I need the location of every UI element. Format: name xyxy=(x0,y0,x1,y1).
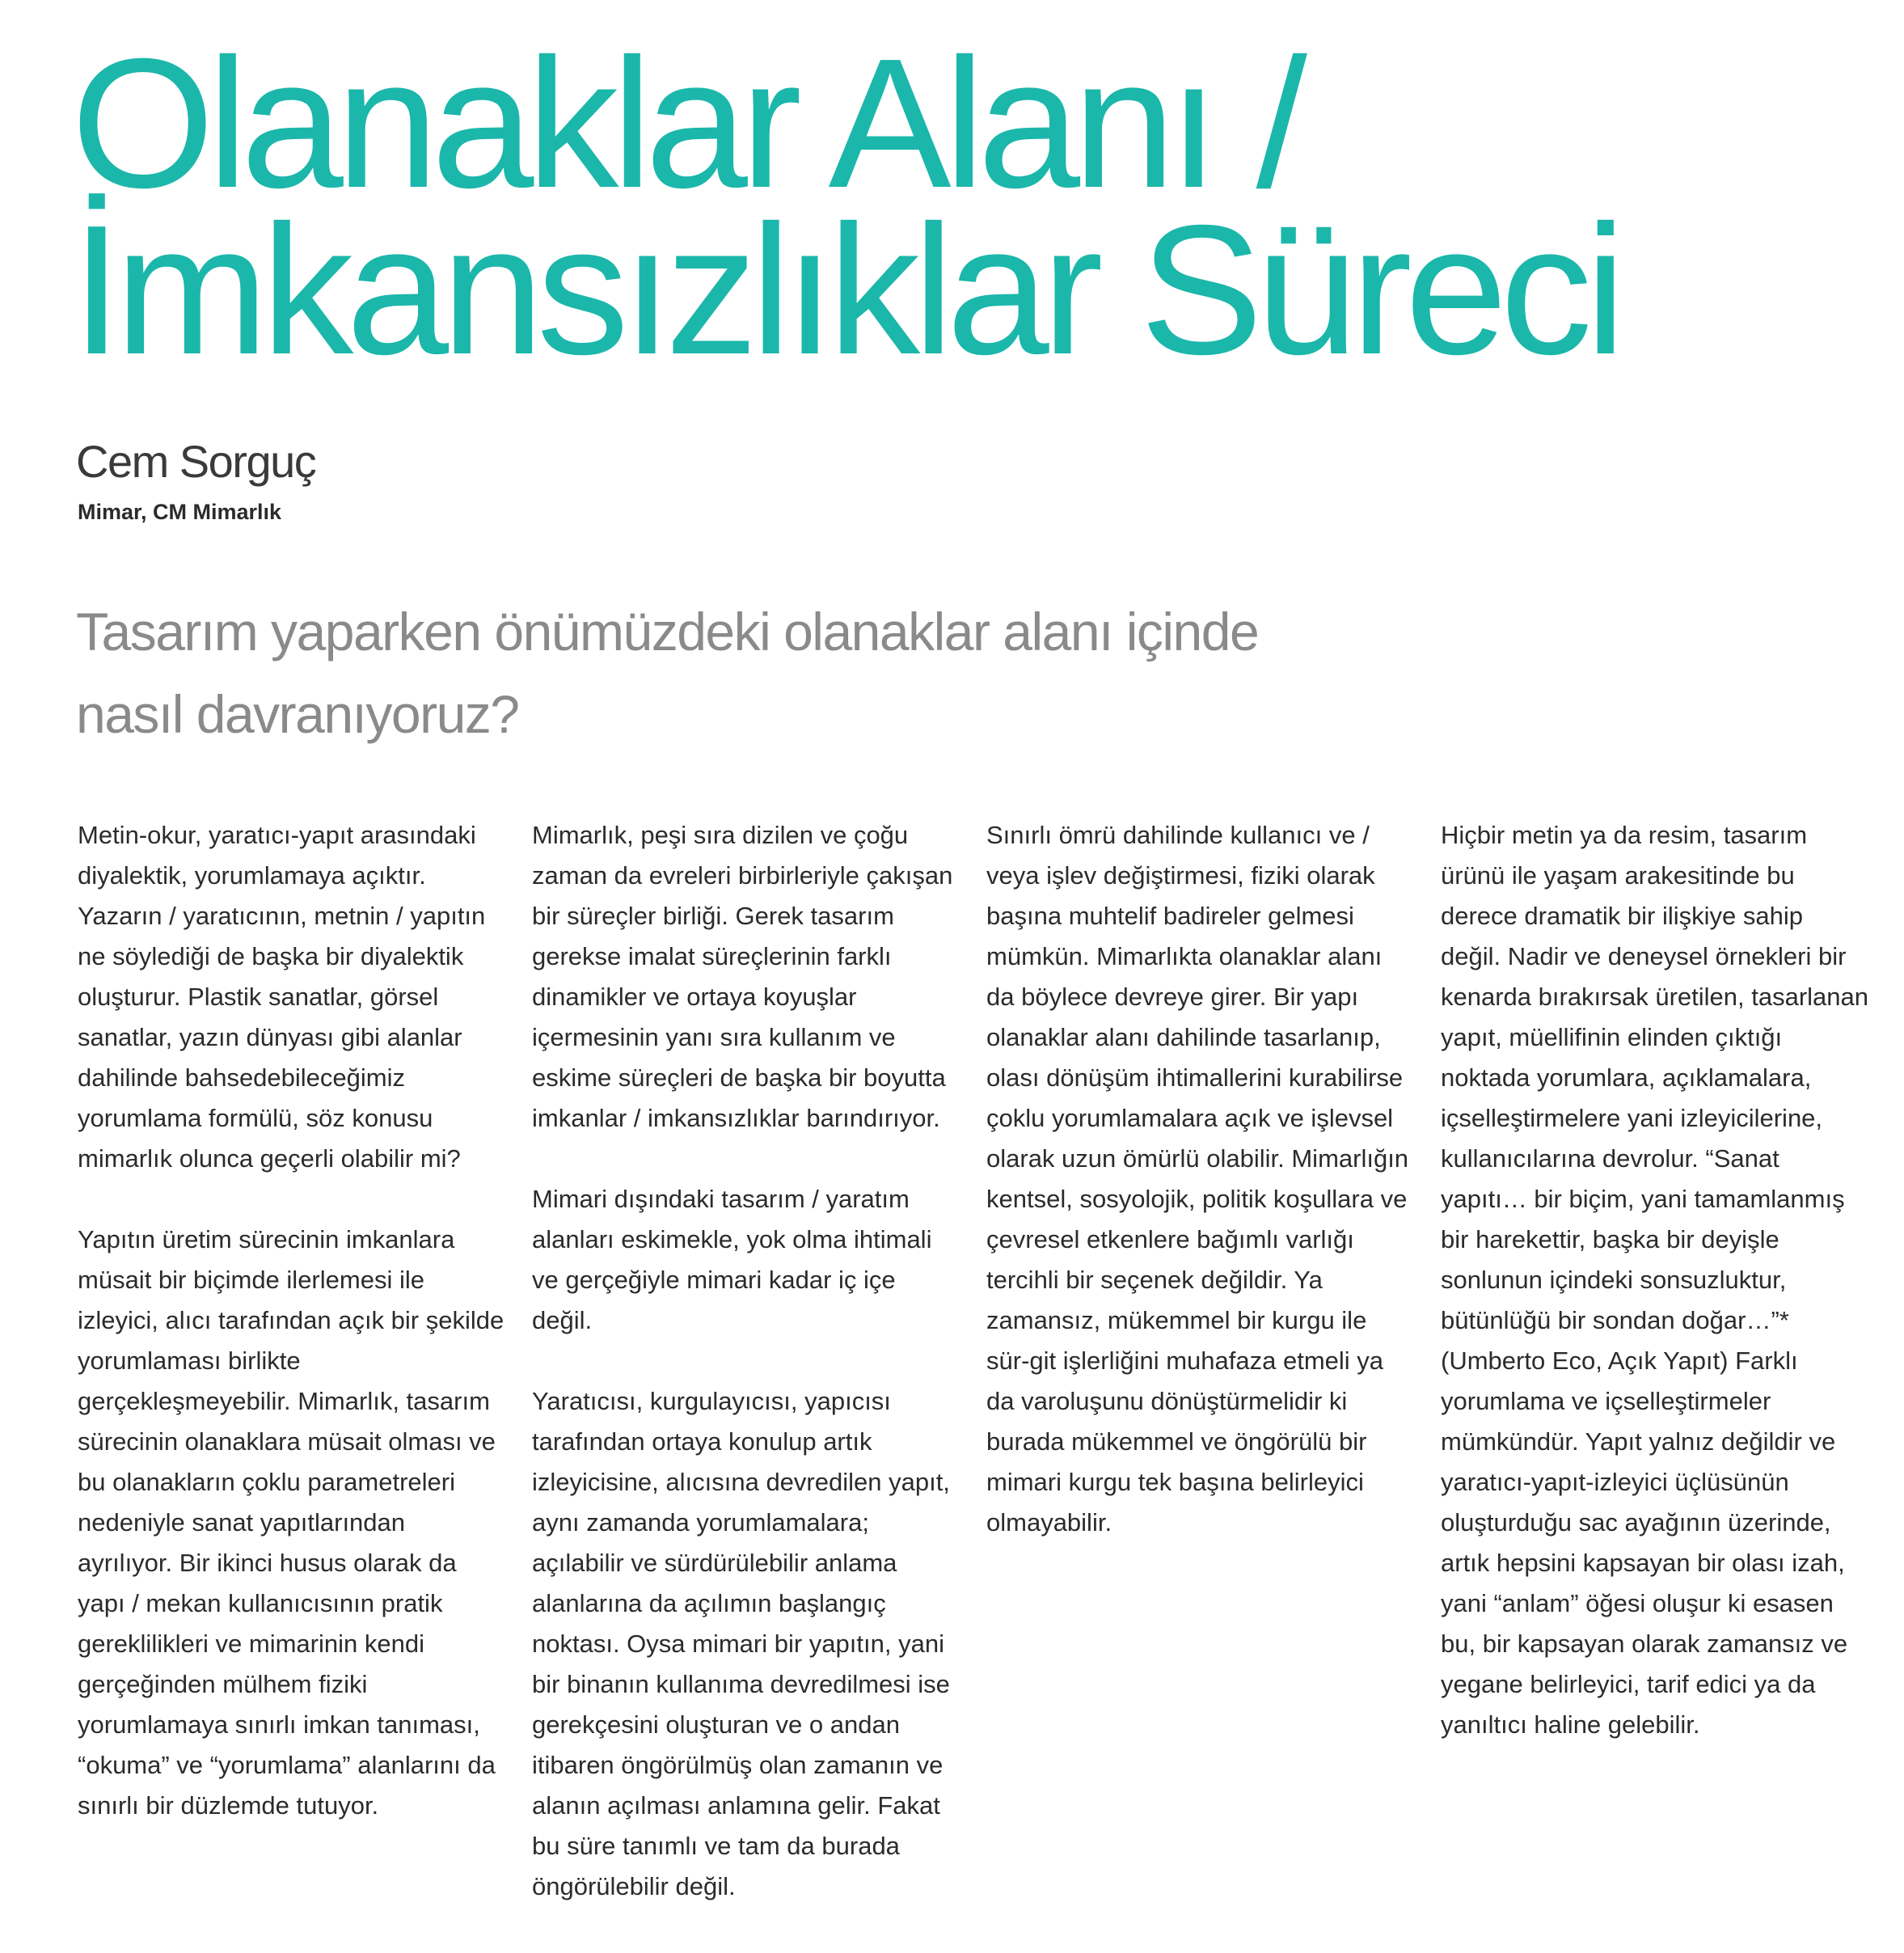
body-paragraph: Sınırlı ömrü dahilinde kullanıcı ve / veya işlev değiştirmesi, fiziki olarak başına muhtelif badireler gelmesi mümkün. Mimarlıkta olanaklar alanı da böylece devreye girer. Bir yapı olanaklar alanı dahilinde tasarlanıp, olası dönüşüm ihtimallerini kurabilirse çoklu yorumlamalara açık ve işlevsel olarak uzun ömürlü olabilir. Mimarlığın kentsel, sosyolojik, politik koşullara ve çevresel etkenlere bağımlı varlığı tercihli bir seçenek değildir. Ya zamansız, mükemmel bir kurgu ile sür-git işlerliğini muhafaza etmeli ya da varoluşunu dönüştürmelidir ki burada mükemmel ve öngörülü bir mimari kurgu tek başına belirleyici olmayabilir. xyxy=(986,821,1409,1537)
author-affiliation: Mimar, CM Mimarlık xyxy=(78,500,282,524)
article-title-line-1: Olanaklar Alanı / xyxy=(71,21,1300,226)
body-column-4 xyxy=(1441,815,1869,1786)
article-title xyxy=(71,21,1619,393)
author-name: Cem Sorguç xyxy=(76,436,316,487)
lead-question: Tasarım yaparken önümüzdeki olanaklar alanı içinde nasıl davranıyoruz? xyxy=(76,602,1259,744)
body-paragraph: Metin-okur, yaratıcı-yapıt arasındaki diyalektik, yorumlamaya açıktır. Yazarın / yaratıcının, metnin / yapıtın ne söylediği de başka bir diyalektik oluşturur. Plastik sanatlar, görsel sanatlar, yazın dünyası gibi alanlar dahilinde bahsedebileceğimiz yorumlama formülü, söz konusu mimarlık olunca geçerli olabilir mi? xyxy=(78,821,486,1173)
body-paragraph: Yaratıcısı, kurgulayıcısı, yapıcısı tarafından ortaya konulup artık izleyicisine, alıcısına devredilen yapıt, aynı zamanda yorumlamalara; açılabilir ve sürdürülebilir anlama alanlarına da açılımın başlangıç noktası. Oysa mimari bir yapıtın, yani bir binanın kullanıma devredilmesi ise gerekçesini oluşturan ve o andan itibaren öngörülmüş olan zamanın ve alanın açılması anlamına gelir. Fakat bu süre tanımlı ve tam da burada öngörülebilir değil. xyxy=(532,1387,950,1900)
body-paragraph: Mimarlık, peşi sıra dizilen ve çoğu zaman da evreleri birbirleriyle çakışan bir süreçler birliği. Gerek tasarım gerekse imalat süreçlerinin farklı dinamikler ve ortaya koyuşlar içermesinin yanı sıra kullanım ve eskime süreçleri de başka bir boyutta imkanlar / imkansızlıklar barındırıyor. xyxy=(532,821,953,1132)
article-title-line-2: İmkansızlıklar Süreci xyxy=(71,188,1619,393)
body-paragraph: Mimari dışındaki tasarım / yaratım alanları eskimekle, yok olma ihtimali ve gerçeğiyle mimari kadar iç içe değil. xyxy=(532,1185,932,1334)
body-paragraph: Hiçbir metin ya da resim, tasarım ürünü ile yaşam arakesitinde bu derece dramatik bir ilişkiye sahip değil. Nadir ve deneysel örnekleri bir kenarda bırakırsak üretilen, tasarlanan yapıt, müellifinin elinden çıktığı noktada yorumlara, açıklamalara, içselleştirmelere yani izleyicilerine, kullanıcılarına devrolur. “Sanat yapıtı… bir biçim, yani tamamlanmış bir harekettir, başka bir deyişle sonlunun içindeki sonsuzluktur, bütünlüğü bir sondan doğar…”* (Umberto Eco, Açık Yapıt) Farklı yorumlama ve içselleştirmeler mümkündür. Yapıt yalnız değildir ve yaratıcı-yapıt-izleyici üçlüsünün oluşturduğu sac ayağının üzerinde, artık hepsini kapsayan bir olası izah, yani “anlam” öğesi oluşur ki esasen bu, bir kapsayan olarak zamansız ve yegane belirleyici, tarif edici ya da yanıltıcı haline gelebilir. xyxy=(1441,821,1869,1739)
body-column-2 xyxy=(532,815,960,1947)
body-column-3 xyxy=(986,815,1415,1583)
body-paragraph: Yapıtın üretim sürecinin imkanlara müsait bir biçimde ilerlemesi ile izleyici, alıcı tarafından açık bir şekilde yorumlaması birlikte gerçekleşmeyebilir. Mimarlık, tasarım sürecinin olanaklara müsait olması ve bu olanakların çoklu parametreleri nedeniyle sanat yapıtlarından ayrılıyor. Bir ikinci husus olarak da yapı / mekan kullanıcısının pratik gereklilikleri ve mimarinin kendi gerçeğinden mülhem fiziki yorumlamaya sınırlı imkan tanıması, “okuma” ve “yorumlama” alanlarını da sınırlı bir düzlemde tutuyor. xyxy=(78,1225,504,1820)
body-column-1 xyxy=(78,815,506,1866)
